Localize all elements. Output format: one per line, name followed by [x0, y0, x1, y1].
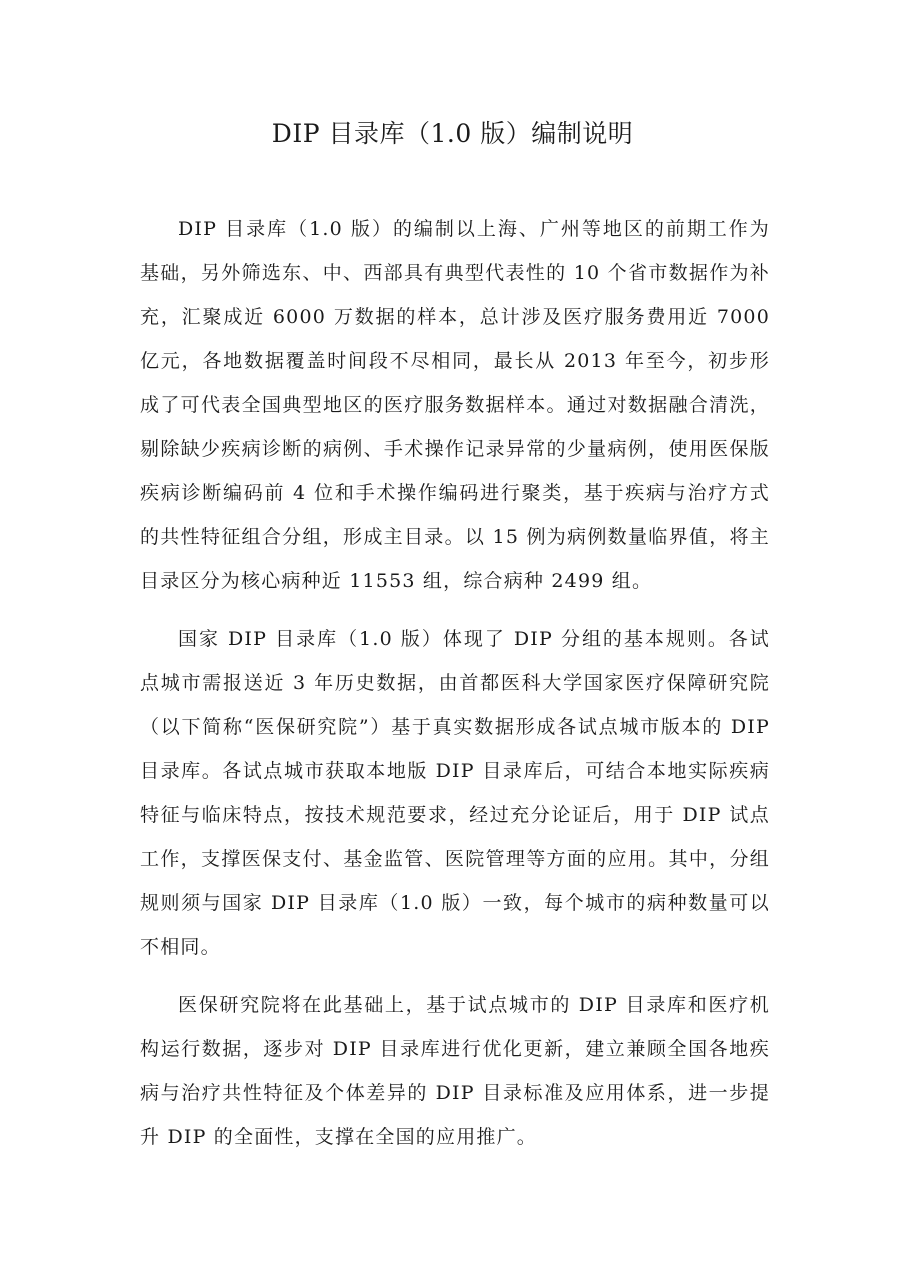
document-body	[140, 207, 770, 1173]
document-title: DIP 目录库（1.0 版）编制说明	[271, 119, 634, 148]
paragraph-grouping-rules: 国家 DIP 目录库（1.0 版）体现了 DIP 分组的基本规则。各试点城市需报送近 3 年历史数据，由首都医科大学国家医疗保障研究院（以下简称“医保研究院”）基于真实数据形成各试点城市版本的 DIP 目录库。各试点城市获取本地版 DIP 目录库后，可结合本地实际疾病特征与临床特点，按技术规范要求，经过充分论证后，用于 DIP 试点工作，支撑医保支付、基金监管、医院管理等方面的应用。其中，分组规则须与国家 DIP 目录库（1.0 版）一致，每个城市的病种数量可以不相同。	[140, 628, 770, 958]
paragraph-data-source: DIP 目录库（1.0 版）的编制以上海、广州等地区的前期工作为基础，另外筛选东、中、西部具有典型代表性的 10 个省市数据作为补充，汇聚成近 6000 万数据的样本，总计涉及医疗服务费用近 7000 亿元，各地数据覆盖时间段不尽相同，最长从 2013 年至今，初步形成了可代表全国典型地区的医疗服务数据样本。通过对数据融合清洗，剔除缺少疾病诊断的病例、手术操作记录异常的少量病例，使用医保版疾病诊断编码前 4 位和手术操作编码进行聚类，基于疾病与治疗方式的共性特征组合分组，形成主目录。以 15 例为病例数量临界值，将主目录区分为核心病种近 11553 组，综合病种 2499 组。	[140, 218, 770, 592]
paragraph-future-optimization: 医保研究院将在此基础上，基于试点城市的 DIP 目录库和医疗机构运行数据，逐步对 DIP 目录库进行优化更新，建立兼顾全国各地疾病与治疗共性特征及个体差异的 DIP 目录标准及应用体系，进一步提升 DIP 的全面性，支撑在全国的应用推广。	[140, 994, 770, 1148]
